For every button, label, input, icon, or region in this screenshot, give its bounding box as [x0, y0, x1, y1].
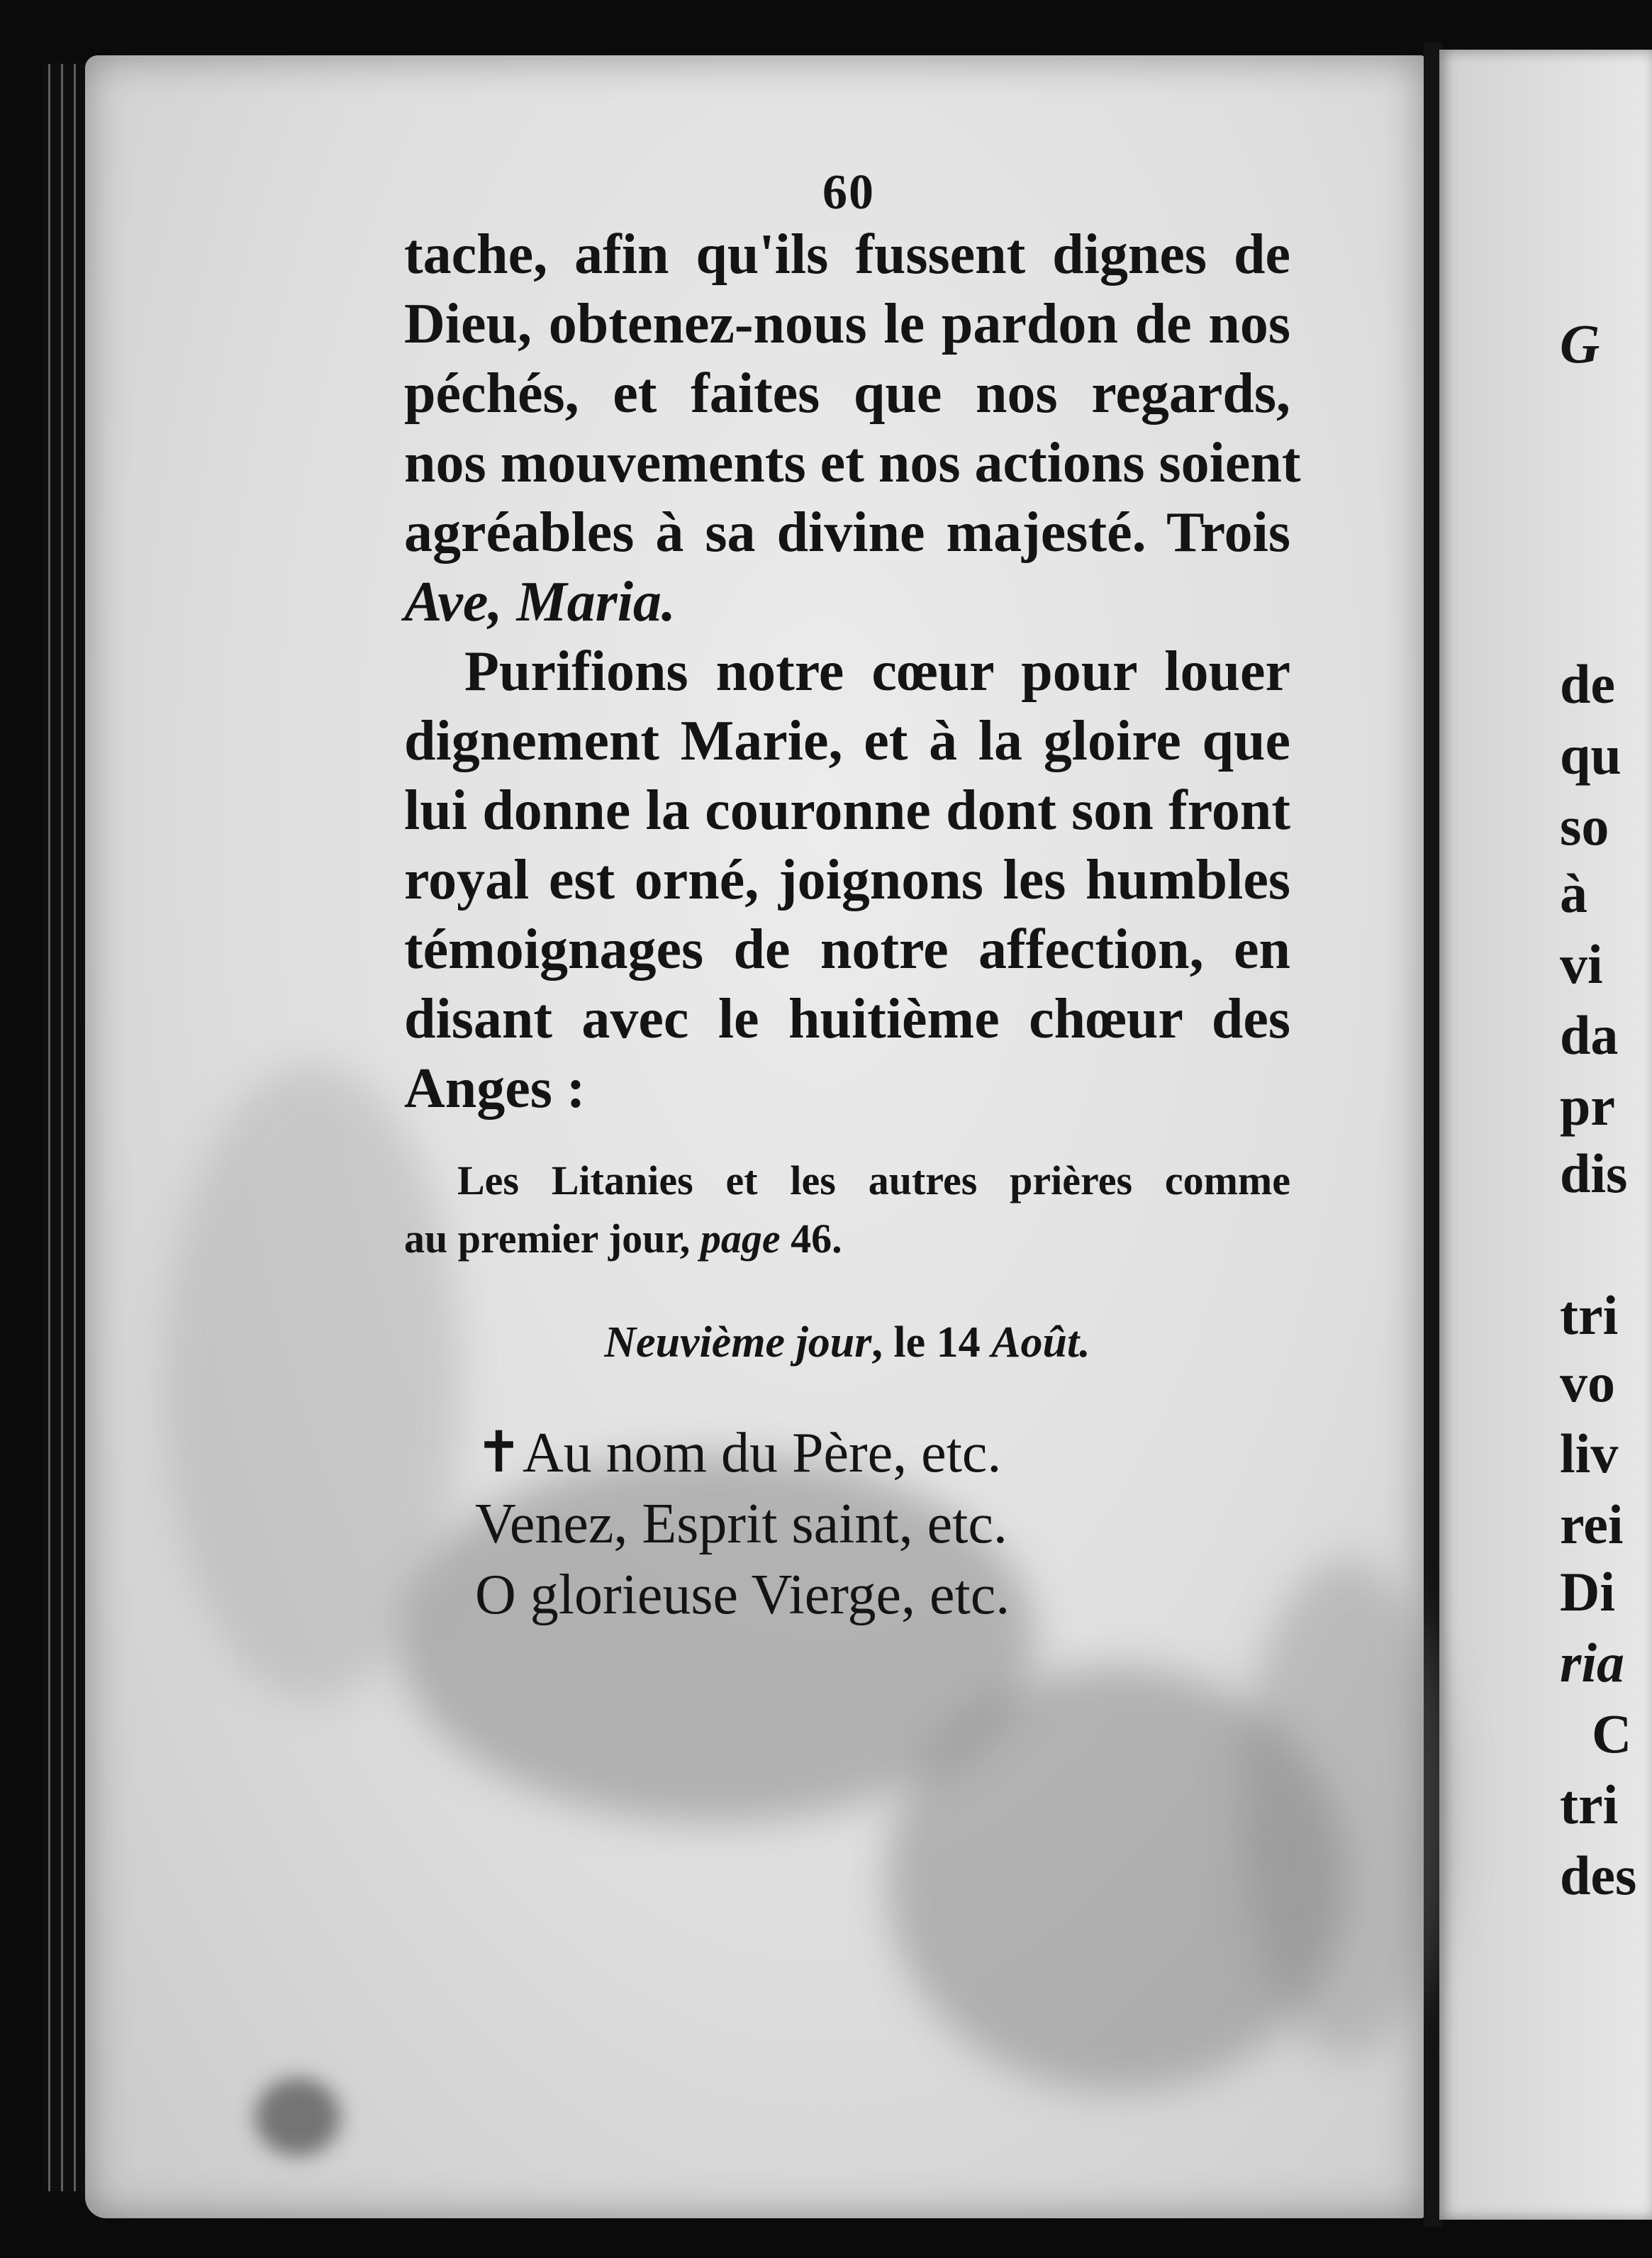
facing-page-fragment: vi [1560, 933, 1603, 995]
facing-page-fragment: so [1560, 795, 1609, 857]
page-body [404, 220, 1301, 1630]
text-line: royal est orné, joignons les humbles [404, 849, 1290, 911]
note-text: au premier jour, [404, 1216, 701, 1262]
verse-line: Venez, Esprit saint, etc. [475, 1493, 1008, 1555]
text-line-italic: Ave, Maria. [404, 571, 676, 633]
text-line: Anges : [404, 1057, 586, 1120]
facing-page-fragment: Di [1560, 1561, 1615, 1623]
day-heading-day: Neuvième jour [604, 1318, 872, 1367]
facing-page-fragment: dis [1560, 1142, 1628, 1204]
text-line: agréables à sa divine majesté. Trois [404, 501, 1290, 564]
text-line: nos mouvements et nos actions soient [404, 432, 1301, 494]
text-line: Purifions notre cœur pour louer [464, 640, 1290, 703]
note-line [404, 1210, 1290, 1268]
verse-line: ✝Au nom du Père, etc. [475, 1422, 1002, 1484]
facing-page-fragment: qu [1560, 724, 1622, 786]
text-line: tache, afin qu'ils fussent dignes de [404, 223, 1290, 286]
paragraph-2 [404, 637, 1290, 1123]
rubric-note [404, 1152, 1290, 1268]
text-line: Dieu, obtenez-nous le pardon de nos [404, 293, 1290, 355]
text-line: dignement Marie, et à la gloire que [404, 710, 1290, 772]
ink-spot [255, 2078, 340, 2156]
facing-page-fragment: ria [1560, 1632, 1625, 1693]
facing-page-fragment: G [1560, 313, 1600, 374]
facing-page-fragment: rei [1560, 1494, 1624, 1555]
note-page-word: page [700, 1216, 781, 1262]
facing-page-fragment: da [1560, 1004, 1619, 1066]
facing-page-fragment: tri [1560, 1774, 1619, 1835]
facing-page-fragment: vo [1560, 1352, 1615, 1413]
text-line: péchés, et faites que nos regards, [404, 362, 1290, 425]
day-heading [404, 1318, 1290, 1368]
facing-page-fragment: liv [1560, 1423, 1619, 1484]
verse-line: O glorieuse Vierge, etc. [475, 1564, 1010, 1626]
day-heading-month: Août. [991, 1318, 1090, 1367]
text-line: disant avec le huitième chœur des [404, 988, 1290, 1050]
facing-page-fragment: tri [1560, 1284, 1619, 1346]
prayer-verses [404, 1418, 1290, 1630]
facing-page-fragment: à [1560, 862, 1587, 924]
paragraph-1 [404, 220, 1301, 637]
note-line: Les Litanies et les autres prières comme [457, 1157, 1290, 1203]
note-page-number: 46. [780, 1216, 842, 1262]
water-stain [1241, 1560, 1453, 2057]
text-line: témoignages de notre affection, en [404, 918, 1290, 981]
facing-page-fragment: pr [1560, 1075, 1615, 1137]
facing-page-fragment: C [1592, 1703, 1632, 1764]
text-line: lui donne la couronne dont son front [404, 779, 1290, 842]
facing-page-fragment: de [1560, 653, 1615, 715]
day-heading-date: , le 14 [871, 1318, 992, 1367]
page-number: 60 [822, 165, 875, 220]
facing-page-fragment: des [1560, 1845, 1637, 1906]
